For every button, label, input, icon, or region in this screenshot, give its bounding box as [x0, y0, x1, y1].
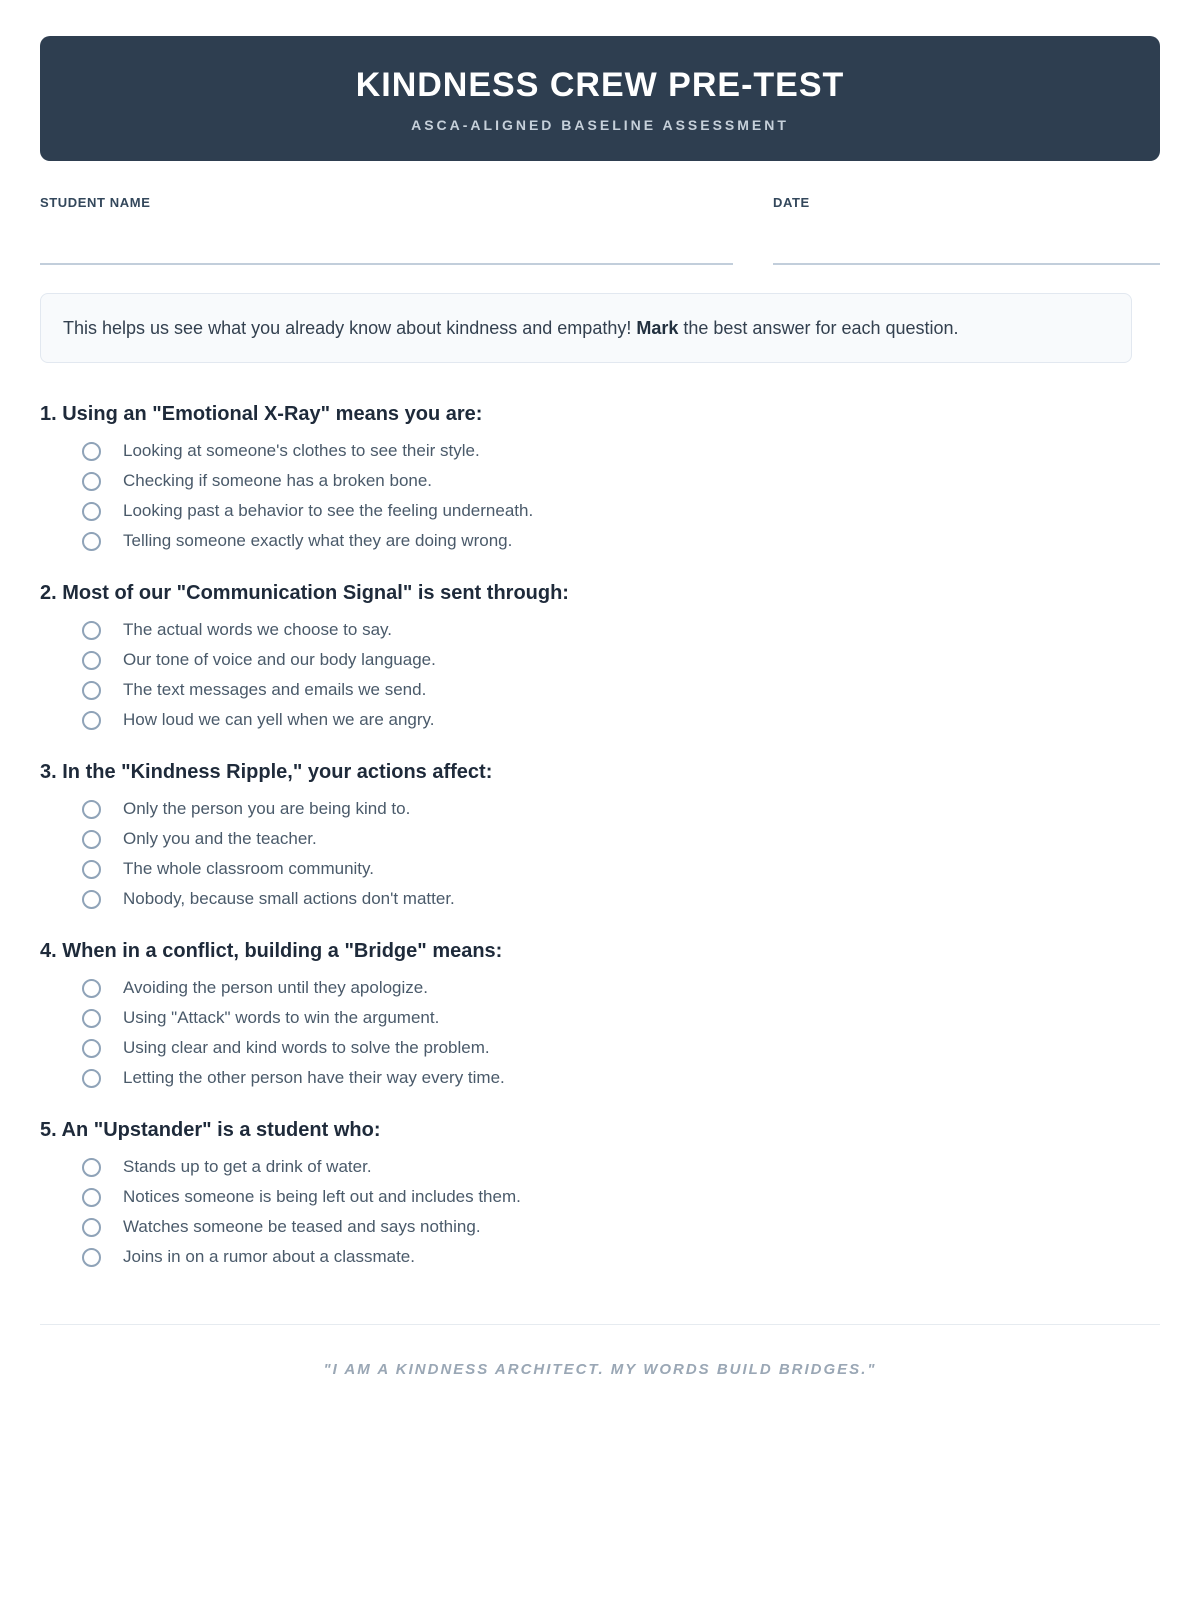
question-title: 5. An "Upstander" is a student who:: [40, 1119, 381, 1142]
option-label: Letting the other person have their way every time.: [123, 1068, 505, 1088]
option-label: Only you and the teacher.: [123, 829, 317, 849]
option-label: The actual words we choose to say.: [123, 620, 392, 640]
answer-option[interactable]: [40, 973, 1160, 1003]
radio-button-icon[interactable]: [82, 1188, 101, 1207]
answer-option[interactable]: [40, 705, 1160, 735]
answer-option[interactable]: [40, 1242, 1160, 1272]
radio-button-icon[interactable]: [82, 1248, 101, 1267]
option-label: Joins in on a rumor about a classmate.: [123, 1247, 415, 1267]
answer-option[interactable]: [40, 615, 1160, 645]
answer-option[interactable]: [40, 675, 1160, 705]
answer-option[interactable]: [40, 1063, 1160, 1093]
option-label: Looking past a behavior to see the feeling underneath.: [123, 501, 534, 521]
option-label: Watches someone be teased and says nothing.: [123, 1217, 481, 1237]
answer-option[interactable]: [40, 884, 1160, 914]
radio-button-icon[interactable]: [82, 1069, 101, 1088]
option-label: Avoiding the person until they apologize.: [123, 978, 428, 998]
question-block-2: [40, 582, 1160, 735]
option-label: Looking at someone's clothes to see their style.: [123, 441, 480, 461]
question-block-5: [40, 1119, 1160, 1272]
question-title: 1. Using an "Emotional X-Ray" means you are:: [40, 403, 483, 426]
student-name-field: [40, 195, 733, 265]
footer-quote: "I AM A KINDNESS ARCHITECT. MY WORDS BUILD BRIDGES.": [323, 1361, 877, 1379]
radio-button-icon[interactable]: [82, 1039, 101, 1058]
radio-button-icon[interactable]: [82, 472, 101, 491]
answer-option[interactable]: [40, 1003, 1160, 1033]
radio-button-icon[interactable]: [82, 651, 101, 670]
answer-option[interactable]: [40, 645, 1160, 675]
option-label: Using clear and kind words to solve the problem.: [123, 1038, 490, 1058]
student-name-label: STUDENT NAME: [40, 195, 151, 210]
option-label: Telling someone exactly what they are doing wrong.: [123, 531, 513, 551]
option-label: The whole classroom community.: [123, 859, 374, 879]
option-label: Nobody, because small actions don't matter.: [123, 889, 455, 909]
option-label: Notices someone is being left out and includes them.: [123, 1187, 521, 1207]
option-label: The text messages and emails we send.: [123, 680, 427, 700]
radio-button-icon[interactable]: [82, 1158, 101, 1177]
answer-option[interactable]: [40, 526, 1160, 556]
option-label: Using "Attack" words to win the argument.: [123, 1008, 440, 1028]
date-label: DATE: [773, 195, 810, 210]
instructions-text-pre: This helps us see what you already know about kindness and empathy!: [63, 318, 637, 338]
option-label: Checking if someone has a broken bone.: [123, 471, 433, 491]
date-input[interactable]: [773, 210, 1160, 265]
answer-option[interactable]: [40, 1212, 1160, 1242]
instructions-text-bold: Mark: [636, 318, 679, 338]
question-title: 3. In the "Kindness Ripple," your actions affect:: [40, 761, 493, 784]
answer-option[interactable]: [40, 1152, 1160, 1182]
instructions-text-post: the best answer for each question.: [678, 318, 959, 338]
student-name-input[interactable]: [40, 210, 733, 265]
radio-button-icon[interactable]: [82, 860, 101, 879]
fields-row: [40, 195, 1160, 265]
answer-option[interactable]: [40, 1182, 1160, 1212]
answer-option[interactable]: [40, 496, 1160, 526]
header-banner: [40, 36, 1160, 161]
radio-button-icon[interactable]: [82, 621, 101, 640]
answer-option[interactable]: [40, 466, 1160, 496]
radio-button-icon[interactable]: [82, 1218, 101, 1237]
radio-button-icon[interactable]: [82, 830, 101, 849]
answer-option[interactable]: [40, 824, 1160, 854]
question-block-3: [40, 761, 1160, 914]
radio-button-icon[interactable]: [82, 711, 101, 730]
answer-option[interactable]: [40, 794, 1160, 824]
radio-button-icon[interactable]: [82, 442, 101, 461]
radio-button-icon[interactable]: [82, 502, 101, 521]
option-label: Stands up to get a drink of water.: [123, 1157, 372, 1177]
question-title: 4. When in a conflict, building a "Bridge" means:: [40, 940, 503, 963]
answer-option[interactable]: [40, 854, 1160, 884]
radio-button-icon[interactable]: [82, 681, 101, 700]
radio-button-icon[interactable]: [82, 800, 101, 819]
page-subtitle: ASCA-ALIGNED BASELINE ASSESSMENT: [411, 117, 789, 133]
question-title: 2. Most of our "Communication Signal" is sent through:: [40, 582, 569, 605]
page-title: KINDNESS CREW PRE-TEST: [355, 66, 845, 104]
answer-option[interactable]: [40, 436, 1160, 466]
radio-button-icon[interactable]: [82, 890, 101, 909]
option-label: How loud we can yell when we are angry.: [123, 710, 435, 730]
option-label: Only the person you are being kind to.: [123, 799, 411, 819]
answer-option[interactable]: [40, 1033, 1160, 1063]
question-block-4: [40, 940, 1160, 1093]
instructions-box: [40, 293, 1132, 363]
footer-divider: [40, 1324, 1160, 1325]
radio-button-icon[interactable]: [82, 979, 101, 998]
option-label: Our tone of voice and our body language.: [123, 650, 436, 670]
date-field: [773, 195, 1160, 265]
radio-button-icon[interactable]: [82, 532, 101, 551]
radio-button-icon[interactable]: [82, 1009, 101, 1028]
question-block-1: [40, 403, 1160, 556]
